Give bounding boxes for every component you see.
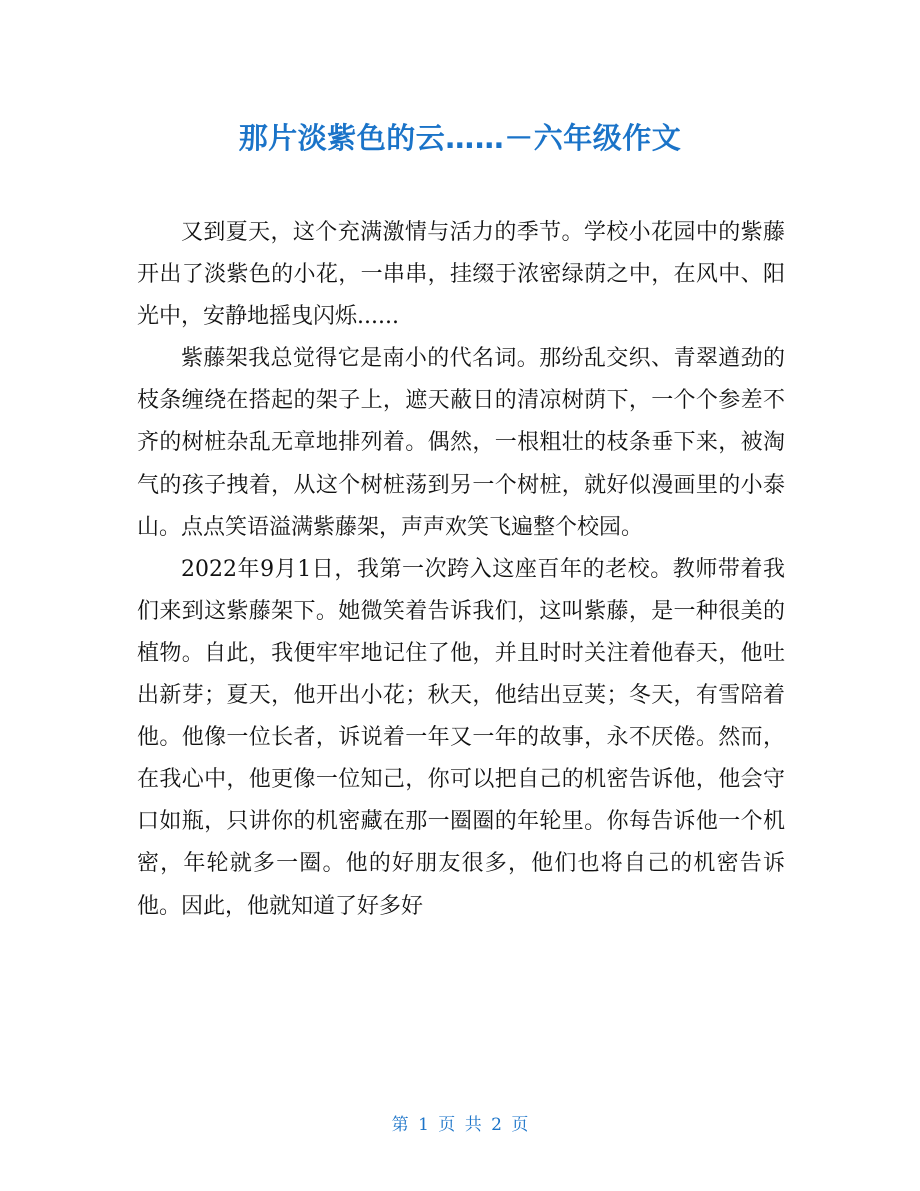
document-title: 那片淡紫色的云……－六年级作文 xyxy=(238,121,682,155)
paragraph-3: 2022年9月1日，我第一次跨入这座百年的老校。教师带着我们来到这紫藤架下。她微笑着告诉我们，这叫紫藤，是一种很美的植物。自此，我便牢牢地记住了他，并且时时关注着他春天，他吐出新芽；夏天，他开出小花；秋天，他结出豆荚；冬天，有雪陪着他。他像一位长者，诉说着一年又一年的故事，永不厌倦。然而，在我心中，他更像一位知己，你可以把自己的机密告诉他，他会守口如瓶，只讲你的机密藏在那一圈圈的年轮里。你每告诉他一个机密，年轮就多一圈。他的好朋友很多，他们也将自己的机密告诉他。因此，他就知道了好多好 xyxy=(137,556,785,919)
paragraph-2: 紫藤架我总觉得它是南小的代名词。那纷乱交织、青翠遒劲的枝条缠绕在搭起的架子上，遮天蔽日的清凉树荫下，一个个参差不齐的树桩杂乱无章地排列着。偶然，一根粗壮的枝条垂下来，被淘气的孩子拽着，从这个树桩荡到另一个树桩，就好似漫画里的小泰山。点点笑语溢满紫藤架，声声欢笑飞遍整个校园。 xyxy=(137,346,785,540)
paragraph-1: 又到夏天，这个充满激情与活力的季节。学校小花园中的紫藤开出了淡紫色的小花，一串串，挂缀于浓密绿荫之中，在风中、阳光中，安静地摇曳闪烁...... xyxy=(137,220,785,330)
document-body xyxy=(137,212,785,928)
page-footer: 第 1 页 共 2 页 xyxy=(391,1115,529,1135)
